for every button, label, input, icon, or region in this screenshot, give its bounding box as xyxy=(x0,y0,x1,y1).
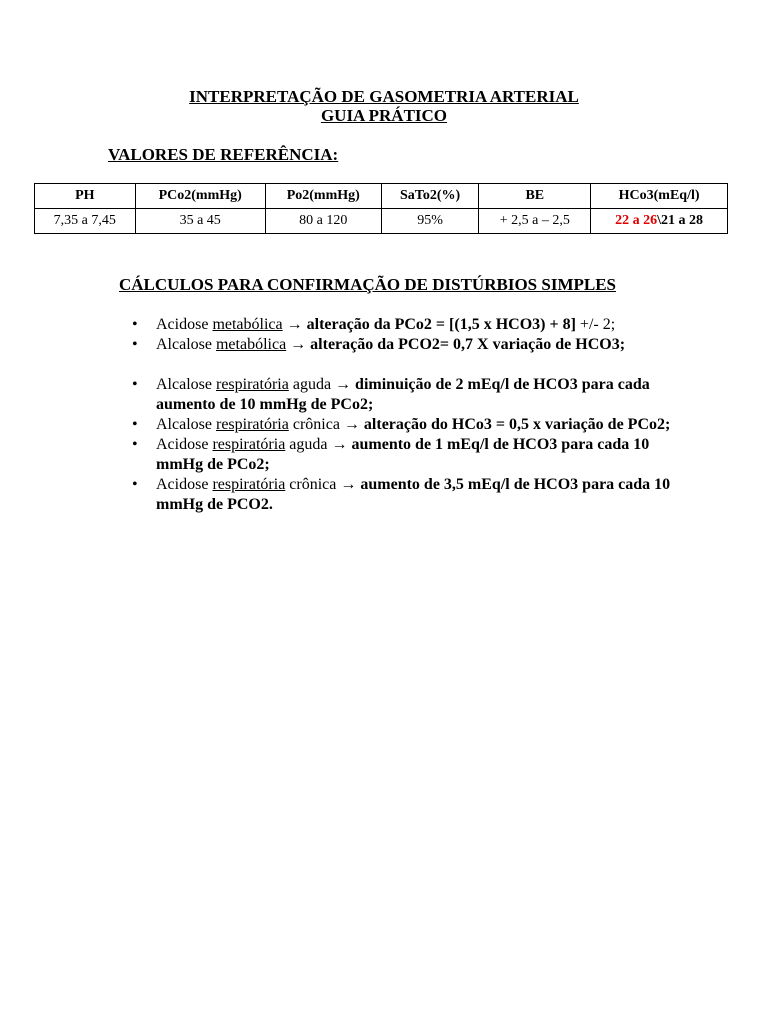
value-hco3-red: 22 a 26 xyxy=(615,213,658,228)
reference-values-heading: VALORES DE REFERÊNCIA: xyxy=(108,145,339,164)
header-ph: PH xyxy=(35,184,136,209)
value-pco2: 35 a 45 xyxy=(135,209,265,234)
table-header-row xyxy=(35,184,728,209)
document-subtitle: GUIA PRÁTICO xyxy=(320,106,448,125)
list-item: • Alcalose metabólica → alteração da PCO2= 0,7 X variação de HCO3; xyxy=(156,335,676,355)
calculations-heading: CÁLCULOS PARA CONFIRMAÇÃO DE DISTÚRBIOS SIMPLES xyxy=(119,275,617,294)
header-sato2: SaTo2(%) xyxy=(381,184,479,209)
list-item: • Acidose respiratória crônica → aumento de 3,5 mEq/l de HCO3 para cada 10 mmHg de PCO2. xyxy=(156,475,676,515)
list-item: • Acidose metabólica → alteração da PCo2 = [(1,5 x HCO3) + 8] +/- 2; xyxy=(156,315,676,335)
value-sato2: 95% xyxy=(381,209,479,234)
value-be: + 2,5 a – 2,5 xyxy=(479,209,591,234)
document-title: INTERPRETAÇÃO DE GASOMETRIA ARTERIAL xyxy=(189,87,579,106)
header-po2: Po2(mmHg) xyxy=(265,184,381,209)
table-row xyxy=(35,209,728,234)
value-hco3 xyxy=(591,209,728,234)
header-pco2: PCo2(mmHg) xyxy=(135,184,265,209)
value-hco3-rest: \21 a 28 xyxy=(657,213,704,228)
value-po2: 80 a 120 xyxy=(265,209,381,234)
value-ph: 7,35 a 7,45 xyxy=(35,209,136,234)
list-item: • Alcalose respiratória aguda → diminuição de 2 mEq/l de HCO3 para cada aumento de 10 mmHg de PCo2; xyxy=(156,375,676,415)
list-item: • Acidose respiratória aguda → aumento de 1 mEq/l de HCO3 para cada 10 mmHg de PCo2; xyxy=(156,435,676,475)
calculations-list xyxy=(156,315,676,515)
reference-values-table xyxy=(34,183,728,234)
header-hco3: HCo3(mEq/l) xyxy=(591,184,728,209)
header-be: BE xyxy=(479,184,591,209)
list-item: • Alcalose respiratória crônica → alteração do HCo3 = 0,5 x variação de PCo2; xyxy=(156,415,676,435)
